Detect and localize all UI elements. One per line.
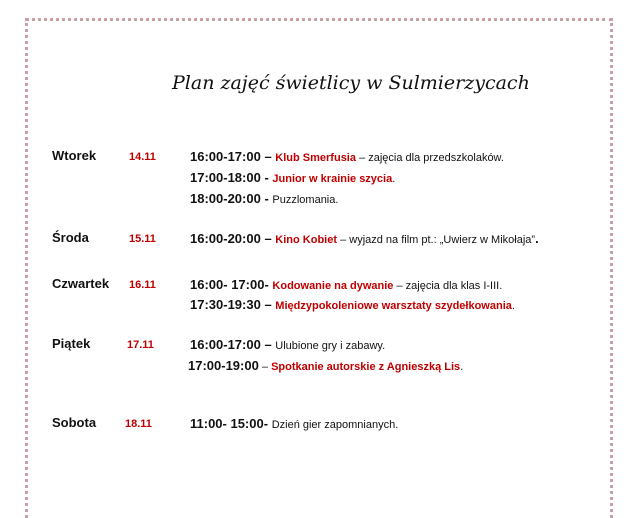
day-saturday: Sobota [52, 415, 97, 430]
date-saturday: 18.11 [125, 418, 152, 430]
schedule-entry [190, 337, 385, 352]
entry-description: – wyjazd na film pt.: „Uwierz w Mikołaja” [337, 234, 536, 246]
day-friday: Piątek [52, 336, 91, 351]
entry-description: Dzień gier zapomnianych. [271, 419, 399, 431]
entry-separator: – [260, 149, 276, 164]
entry-separator: – [260, 337, 276, 352]
schedule-entry [190, 149, 504, 164]
entry-tail: . [535, 231, 539, 246]
entry-time: 16:00-17:00 [190, 149, 261, 164]
entry-time: 11:00- 15:00 [190, 416, 264, 431]
entry-description: – zajęcia dla przedszkolaków. [355, 152, 504, 164]
entry-time: 16:00-20:00 [190, 231, 261, 246]
entry-description: Puzzlomania. [272, 194, 339, 206]
schedule-entry [188, 358, 463, 373]
entry-event: Spotkanie autorskie z Agnieszką Lis [271, 361, 461, 373]
date-friday: 17.11 [127, 339, 154, 351]
entry-separator: - [260, 170, 273, 185]
entry-event: Kino Kobiet [275, 234, 338, 246]
schedule-entry [190, 416, 398, 431]
entry-separator: - [264, 277, 273, 292]
entry-time: 16:00-17:00 [190, 337, 261, 352]
document-title: Plan zajęć świetlicy w Sulmierzycach [172, 72, 530, 94]
schedule-entry [190, 170, 395, 185]
entry-description: . [511, 300, 515, 312]
date-wednesday: 15.11 [129, 233, 156, 245]
entry-description: – zajęcia dla klas I-III. [393, 280, 503, 292]
entry-event: Kodowanie na dywanie [272, 280, 394, 292]
entry-separator: – [260, 231, 276, 246]
entry-separator: – [260, 297, 276, 312]
schedule-entry [190, 231, 539, 246]
entry-description: . [460, 361, 464, 373]
schedule-entry [190, 277, 502, 292]
entry-event: Junior w krainie szycia [272, 173, 393, 185]
entry-time: 18:00-20:00 [190, 191, 261, 206]
entry-event: Klub Smerfusia [275, 152, 356, 164]
entry-description: . [392, 173, 396, 185]
entry-time: 17:30-19:30 [190, 297, 261, 312]
day-thursday: Czwartek [52, 276, 110, 291]
entry-separator: - [263, 416, 272, 431]
entry-separator: – [258, 361, 272, 373]
entry-time: 17:00-19:00 [188, 358, 259, 373]
entry-time: 17:00-18:00 [190, 170, 261, 185]
schedule-entry [190, 191, 338, 206]
entry-separator: - [260, 191, 273, 206]
date-tuesday: 14.11 [129, 151, 156, 163]
day-tuesday: Wtorek [52, 148, 97, 163]
date-thursday: 16.11 [129, 279, 156, 291]
schedule-entry [190, 297, 515, 312]
entry-time: 16:00- 17:00 [190, 277, 265, 292]
day-wednesday: Środa [52, 230, 89, 245]
entry-description: Ulubione gry i zabawy. [275, 340, 386, 352]
entry-event: Międzypokoleniowe warsztaty szydełkowania [275, 300, 512, 312]
